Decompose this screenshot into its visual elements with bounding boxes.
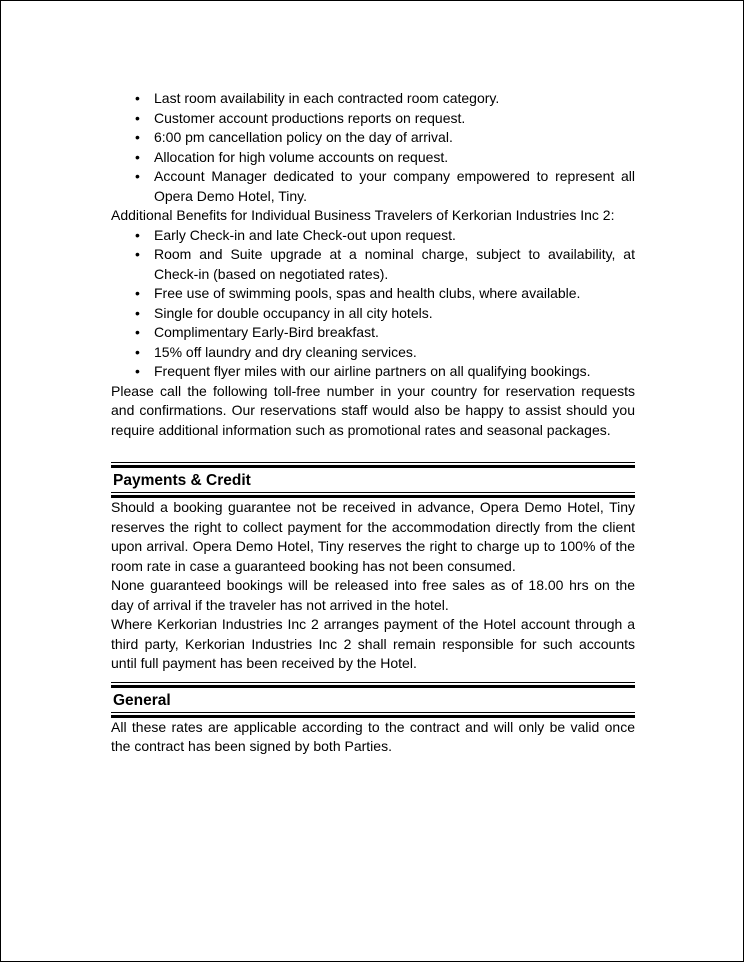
list-item: • 6:00 pm cancellation policy on the day of arrival. <box>111 128 635 148</box>
section-title: General <box>111 685 635 713</box>
general-paragraph: All these rates are applicable according to the contract and will only be valid once the contract has been signed by both Parties. <box>111 718 635 754</box>
list-item: • Last room availability in each contracted room category. <box>111 89 635 109</box>
list-item: • 15% off laundry and dry cleaning services. <box>111 343 635 363</box>
list-item: • Complimentary Early-Bird breakfast. <box>111 323 635 343</box>
traveler-benefits-list <box>111 226 635 382</box>
payments-paragraph: Should a booking guarantee not be received in advance, Opera Demo Hotel, Tiny reserves the right to collect payment for the accommodation directly from the client upon arrival. Opera Demo Hotel, Tiny reserves the right to charge up to 100% of the room rate in case a guaranteed booking has not been consumed. <box>111 499 635 574</box>
company-benefits-list <box>111 89 635 206</box>
section-title: Payments & Credit <box>111 465 635 493</box>
list-item: • Frequent flyer miles with our airline partners on all qualifying bookings. <box>111 362 635 382</box>
document-content <box>111 1 635 757</box>
payments-paragraph: Where Kerkorian Industries Inc 2 arranges payment of the Hotel account through a third party, Kerkorian Industries Inc 2 shall remain responsible for such accounts until full payment has been received by the Hotel. <box>111 616 635 671</box>
list-item: • Single for double occupancy in all city hotels. <box>111 304 635 324</box>
payments-paragraph: None guaranteed bookings will be released into free sales as of 18.00 hrs on the day of arrival if the traveler has not arrived in the hotel. <box>111 577 635 613</box>
list-item: • Early Check-in and late Check-out upon request. <box>111 226 635 246</box>
reservations-paragraph: Please call the following toll-free number in your country for reservation requests and confirmations. Our reservations staff would also be happy to assist should you require additional information such as promotional rates and seasonal packages. <box>111 382 635 438</box>
list-item: • Account Manager dedicated to your company empowered to represent all Opera Demo Hotel, Tiny. <box>111 167 635 206</box>
additional-benefits-intro: Additional Benefits for Individual Business Travelers of Kerkorian Industries Inc 2: <box>111 207 615 223</box>
list-item: • Room and Suite upgrade at a nominal charge, subject to availability, at Check-in (based on negotiated rates). <box>111 245 635 284</box>
list-item: • Allocation for high volume accounts on request. <box>111 148 635 168</box>
section-header-payments-credit <box>111 462 635 498</box>
section-header-general <box>111 682 635 718</box>
list-item: • Customer account productions reports on request. <box>111 109 635 129</box>
list-item: • Free use of swimming pools, spas and health clubs, where available. <box>111 284 635 304</box>
